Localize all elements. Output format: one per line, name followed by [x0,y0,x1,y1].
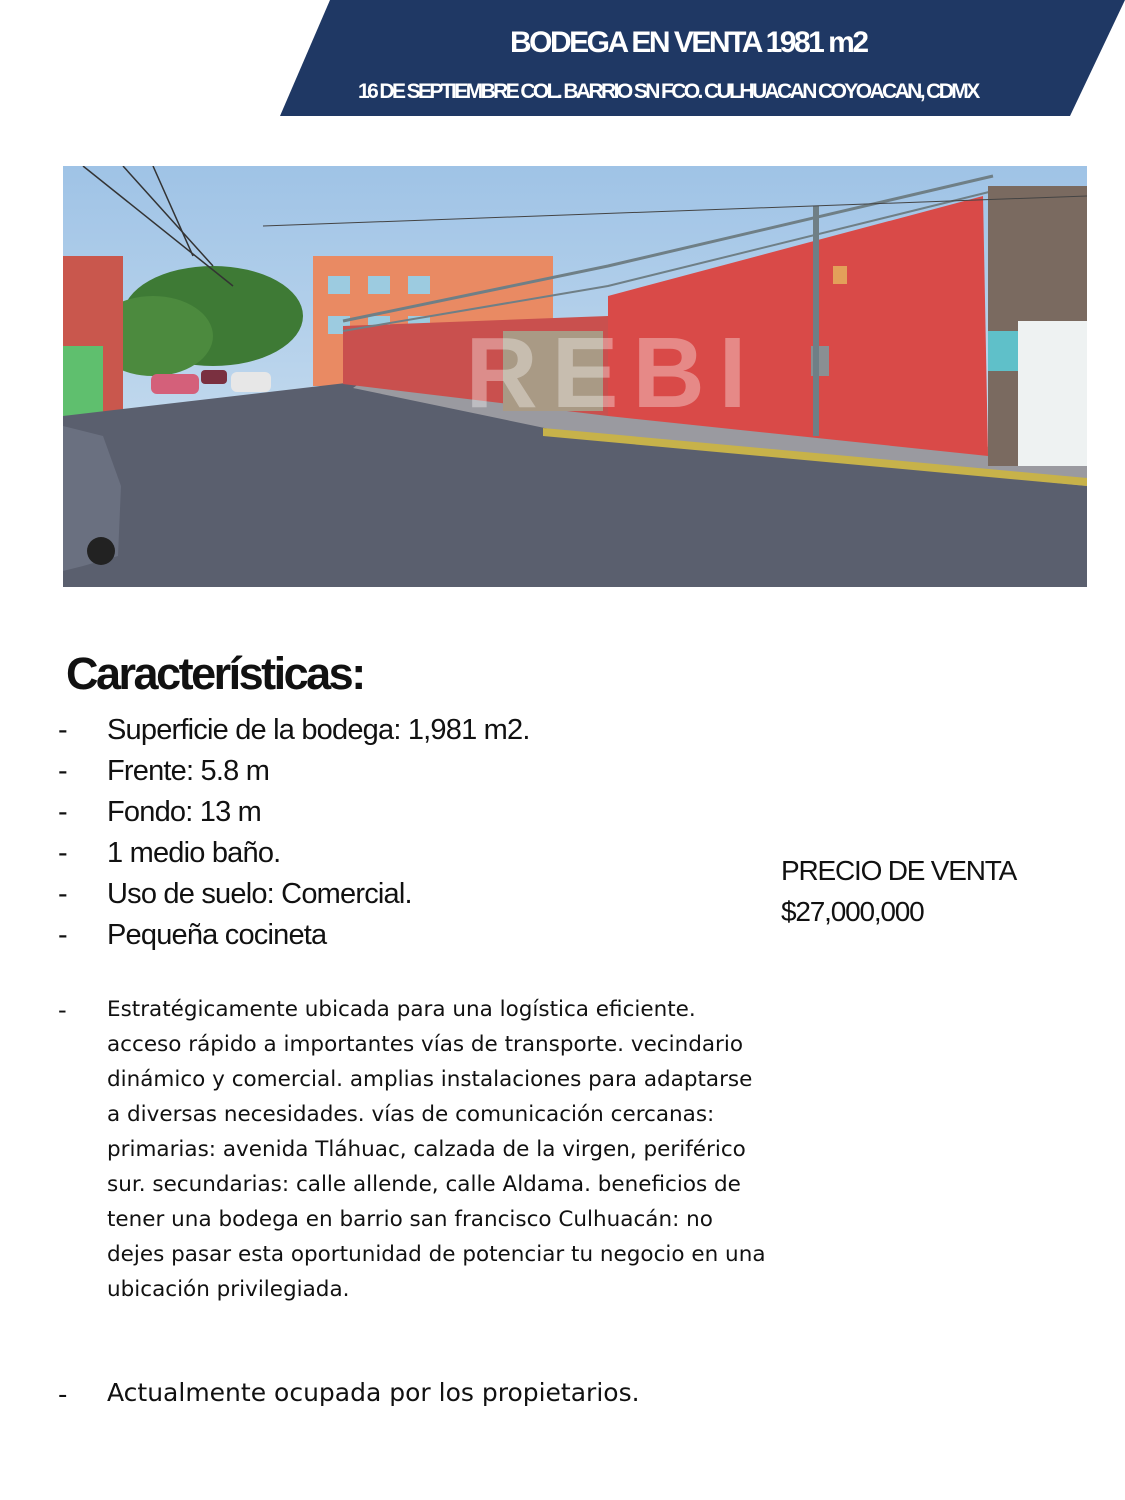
bullet-dash: - [58,996,67,1024]
bullet-dash: - [58,714,67,746]
bullet-dash: - [58,837,67,869]
bullet-dash: - [58,796,67,828]
bullet-dash: - [58,1380,68,1410]
feature-text: 1 medio baño. [107,837,281,869]
feature-text: Pequeña cocineta [107,919,327,951]
listing-title: BODEGA EN VENTA 1981 m2 [510,26,867,59]
occupancy-note: Actualmente ocupada por los propietarios. [107,1378,640,1407]
feature-text: Frente: 5.8 m [107,755,270,787]
feature-text: Fondo: 13 m [107,796,262,828]
price-value: $27,000,000 [781,896,924,927]
feature-text: Uso de suelo: Comercial. [107,878,412,910]
bullet-dash: - [58,919,67,951]
feature-text: Superficie de la bodega: 1,981 m2. [107,714,530,746]
listing-address: 16 DE SEPTIEMBRE COL. BARRIO SN FCO. CULHUACAN COYOACAN, CDMX [358,80,978,103]
price-label: PRECIO DE VENTA [781,855,1017,886]
watermark-logo: REBI [465,317,761,429]
property-photo [63,166,1087,587]
bullet-dash: - [58,878,67,910]
bullet-dash: - [58,755,67,787]
description-paragraph: Estratégicamente ubicada para una logística eficiente. acceso rápido a importantes vías de transporte. vecindario dinámico y comercial. amplias instalaciones para adaptarse a diversas necesidades. vías de comunicación cercanas: primarias: avenida Tláhuac, calzada de la virgen, periférico sur. secundarias: calle allende, calle Aldama. beneficios de tener una bodega en barrio san francisco Culhuacán: no dejes pasar esta oportunidad de potenciar tu negocio en una ubicación privilegiada. [107,997,766,1302]
features-heading: Características: [66,648,364,699]
